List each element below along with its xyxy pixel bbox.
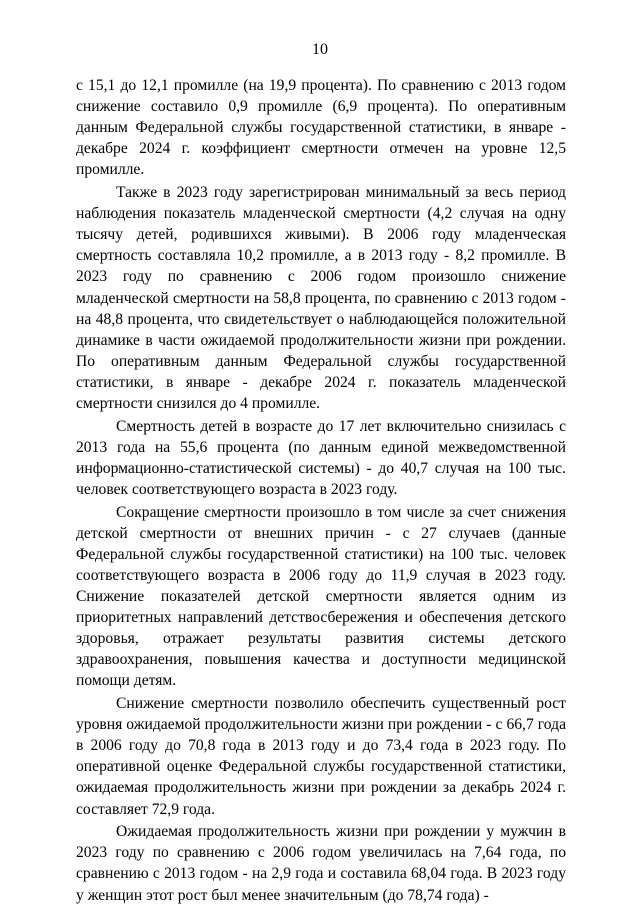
paragraph-life-expectancy: Снижение смертности позволило обеспечить существенный рост уровня ожидаемой продолжительности жизни при рождении - с 66,7 года в 2006 году до 70,8 года в 2013 году и до 73,4 года в 2023 году. По оперативной оценке Федеральной службы государственной статистики, ожидаемая продолжительность жизни при рождении за декабрь 2024 г. составляет 72,9 года. bbox=[76, 695, 566, 818]
page-number: 10 bbox=[312, 41, 328, 58]
paragraph-external-causes: Сокращение смертности произошло в том числе за счет снижения детской смертности от внешних причин - с 27 случаев (данные Федеральной службы государственной статистики) на 100 тыс. человек соответствующего возраста в 2006 году до 11,9 случая в 2023 году. Снижение показателей детской смертности является одним из приоритетных направлений детствосбережения и обеспечения детского здоровья, отражает результаты развития системы детского здравоохранения, повышения качества и доступности медицинской помощи детям. bbox=[76, 503, 566, 690]
paragraph-mortality-rate: с 15,1 до 12,1 промилле (на 19,9 процента). По сравнению с 2013 годом снижение составило 0,9 промилле (6,9 процента). По оперативным данным Федеральной службы государственной статистики, в январе - декабре 2024 г. коэффициент смертности отмечен на уровне 12,5 промилле. bbox=[76, 77, 566, 179]
paragraph-child-mortality: Смертность детей в возрасте до 17 лет включительно снизилась с 2013 года на 55,6 процента (по данным единой межведомственной информационно-статистической системы) - до 40,7 случая на 100 тыс. человек соответствующего возраста в 2023 году. bbox=[76, 417, 566, 498]
paragraph-infant-mortality: Также в 2023 году зарегистрирован минимальный за весь период наблюдения показатель младенческой смертности (4,2 случая на одну тысячу детей, родившихся живыми). В 2006 году младенческая смертность составляла 10,2 промилле, а в 2013 году - 8,2 промилле. В 2023 году по сравнению с 2006 годом произошло снижение младенческой смертности на 58,8 процента, по сравнению с 2013 годом - на 48,8 процента, что свидетельствует о наблюдающейся положительной динамике в части ожидаемой продолжительности жизни при рождении. По оперативным данным Федеральной службы государственной статистики, в январе - декабре 2024 г. показатель младенческой смертности снизился до 4 промилле. bbox=[76, 184, 566, 412]
paragraph-male-life-expectancy: Ожидаемая продолжительность жизни при рождении у мужчин в 2023 году по сравнению с 2006 годом увеличилась на 7,64 года, по сравнению с 2013 годом - на 2,9 года и составила 68,04 года. В 2023 году у женщин этот рост был менее значительным (до 78,74 года) - bbox=[76, 823, 566, 904]
document-body bbox=[76, 75, 566, 907]
